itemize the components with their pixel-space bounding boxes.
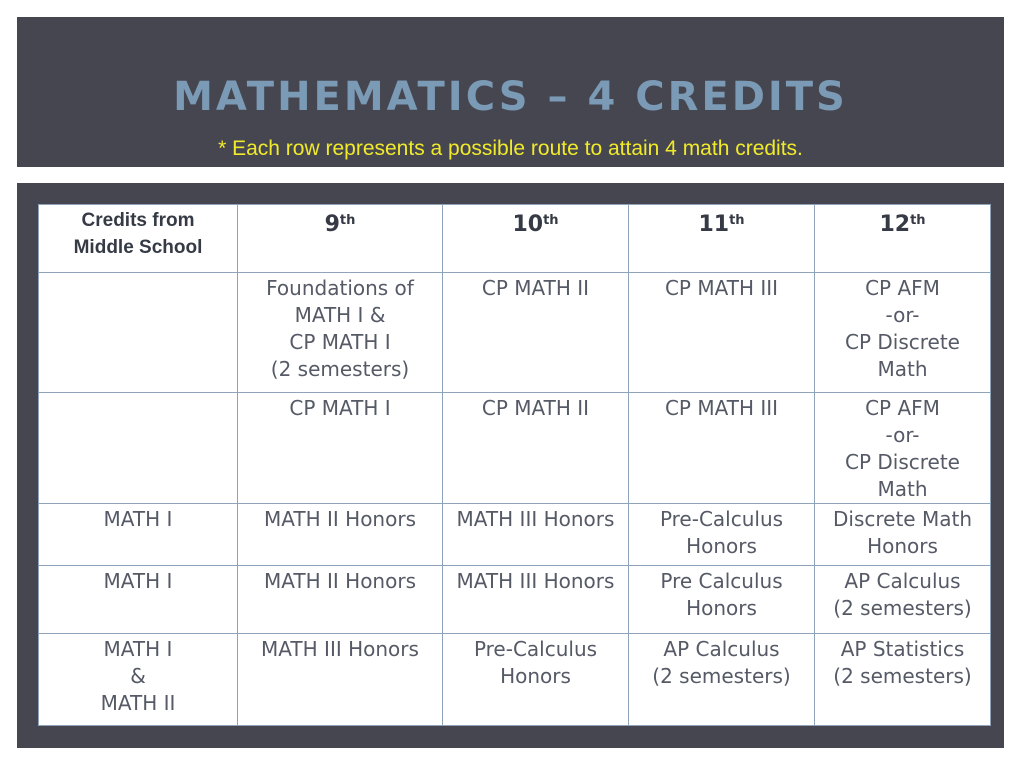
- table-row: [39, 273, 991, 393]
- table-cell: CP AFM -or- CP Discrete Math: [815, 393, 991, 504]
- table-header-row: [39, 205, 991, 273]
- table-cell: MATH II Honors: [238, 566, 443, 634]
- table-cell: Pre Calculus Honors: [629, 566, 815, 634]
- header-grade-12: [815, 205, 991, 273]
- header-label: Credits from Middle School: [73, 210, 203, 258]
- table-cell: [39, 393, 238, 504]
- table-cell: [39, 273, 238, 393]
- header-grade-9: [238, 205, 443, 273]
- table-cell: CP MATH II: [443, 393, 629, 504]
- table-cell: Foundations of MATH I & CP MATH I (2 semesters): [238, 273, 443, 393]
- grade-label: 12th: [879, 212, 926, 237]
- table-cell: AP Calculus (2 semesters): [815, 566, 991, 634]
- grade-label: 11th: [698, 212, 745, 237]
- table-cell: MATH III Honors: [443, 504, 629, 566]
- table-cell: CP MATH I: [238, 393, 443, 504]
- table-cell: CP AFM -or- CP Discrete Math: [815, 273, 991, 393]
- grade-label: 10th: [512, 212, 559, 237]
- table-row: [39, 393, 991, 504]
- table-cell: AP Calculus (2 semesters): [629, 634, 815, 726]
- page-title: MATHEMATICS – 4 CREDITS: [173, 74, 848, 120]
- table-cell: MATH III Honors: [443, 566, 629, 634]
- table-row: [39, 566, 991, 634]
- table-cell: Pre-Calculus Honors: [443, 634, 629, 726]
- table-cell: Discrete Math Honors: [815, 504, 991, 566]
- table-cell: CP MATH II: [443, 273, 629, 393]
- table-row: [39, 504, 991, 566]
- table-cell: AP Statistics (2 semesters): [815, 634, 991, 726]
- table-cell: MATH I: [39, 566, 238, 634]
- table-cell: CP MATH III: [629, 393, 815, 504]
- table-row: [39, 634, 991, 726]
- credits-table: [38, 204, 991, 726]
- table-cell: Pre-Calculus Honors: [629, 504, 815, 566]
- grade-label: 9th: [324, 212, 356, 237]
- table-cell: MATH III Honors: [238, 634, 443, 726]
- table-cell: MATH II Honors: [238, 504, 443, 566]
- page-subtitle: * Each row represents a possible route to attain 4 math credits.: [218, 137, 803, 160]
- table-cell: CP MATH III: [629, 273, 815, 393]
- table-cell: MATH I: [39, 504, 238, 566]
- header-grade-10: [443, 205, 629, 273]
- title-banner: [17, 17, 1004, 167]
- table-cell: MATH I & MATH II: [39, 634, 238, 726]
- header-grade-11: [629, 205, 815, 273]
- header-middle-school: [39, 205, 238, 273]
